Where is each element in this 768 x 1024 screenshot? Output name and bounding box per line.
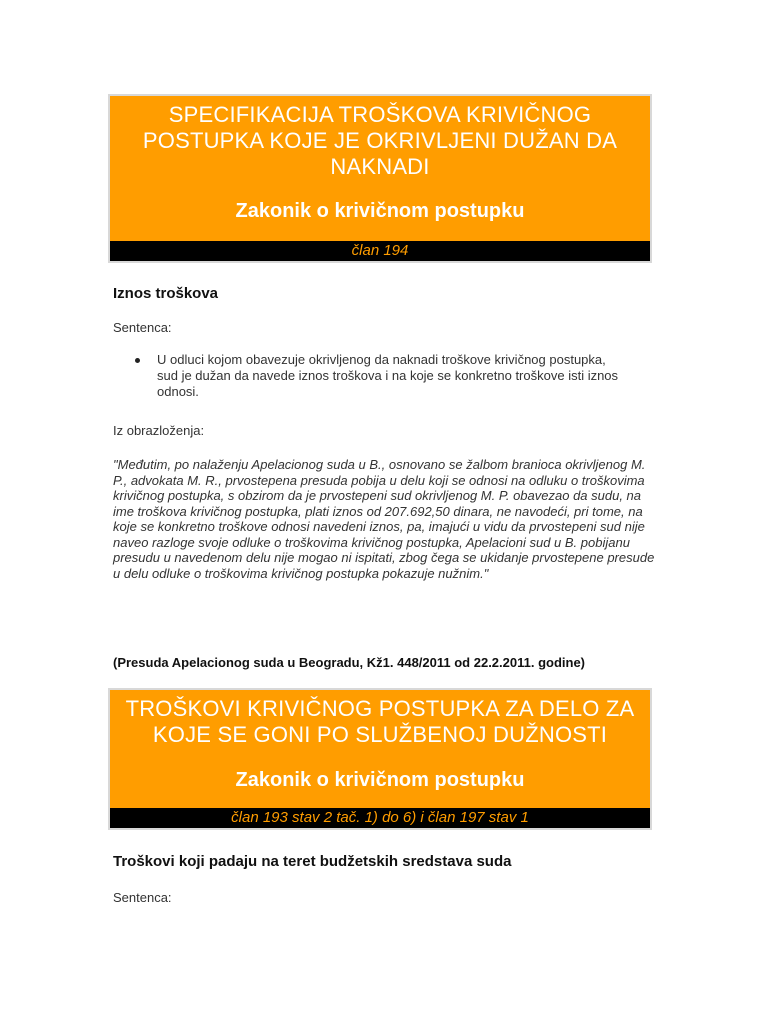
bullet-icon [135, 358, 140, 363]
law-name-1: Zakonik o krivičnom postupku [235, 200, 525, 222]
court-citation: (Presuda Apelacionog suda u Beogradu, Kž1. 448/2011 od 22.2.2011. godine) [113, 655, 586, 670]
list-item [133, 352, 623, 400]
section-heading-2: Troškovi koji padaju na teret budžetskih sredstava suda [113, 853, 512, 870]
reasoning-quote: "Međutim, po nalaženju Apelacionog suda u B., osnovano se žalbom branioca okrivljenog M. P., advokata M. R., prvostepena presuda pobija u delu koji se odnosi na odluku o troškovima krivičnog postupka, s obzirom da je prvostepeni sud okrivljenog M. P. obavezao da sudu, na ime troškova krivičnog postupka, plati iznos od 207.692,50 dinara, ne navodeći, pri tome, na koje se konkretno troškove odnosi navedeni iznos, pa, imajući u vidu da prvostepeni sud nije naveo razloge svoje odluke o troškovima krivičnog postupka, Apelacioni sud u B. pobijanu presudu u navedenom delu nije mogao ni ispitati, zbog čega se ukidanje prvostepene presude u delu odluke o troškovima krivičnog postupka pokazuje nužnim." [113, 457, 655, 581]
law-header-box-2 [108, 688, 652, 830]
sentence-label-1: Sentenca: [113, 320, 172, 335]
section-title-1: SPECIFIKACIJA TROŠKOVA KRIVIČNOG POSTUPKA KOJE JE OKRIVLJENI DUŽAN DA NAKNADI [142, 102, 618, 179]
law-name-2: Zakonik o krivičnom postupku [235, 769, 525, 791]
law-header-box-1 [108, 94, 652, 263]
sentence-label-2: Sentenca: [113, 890, 172, 905]
article-reference-1: član 194 [110, 241, 650, 261]
list-item-text: U odluci kojom obavezuje okrivljenog da naknadi troškove krivičnog postupka, sud je dužan da navede iznos troškova i na koje se konkretno troškove isti iznos odnosi. [157, 352, 619, 399]
sentence-list [133, 352, 623, 400]
section-heading-1: Iznos troškova [113, 285, 219, 302]
reasoning-label: Iz obrazloženja: [113, 423, 205, 438]
article-reference-2: član 193 stav 2 tač. 1) do 6) i član 197 stav 1 [110, 808, 650, 828]
section-title-2: TROŠKOVI KRIVIČNOG POSTUPKA ZA DELO ZA KOJE SE GONI PO SLUŽBENOJ DUŽNOSTI [125, 696, 635, 747]
